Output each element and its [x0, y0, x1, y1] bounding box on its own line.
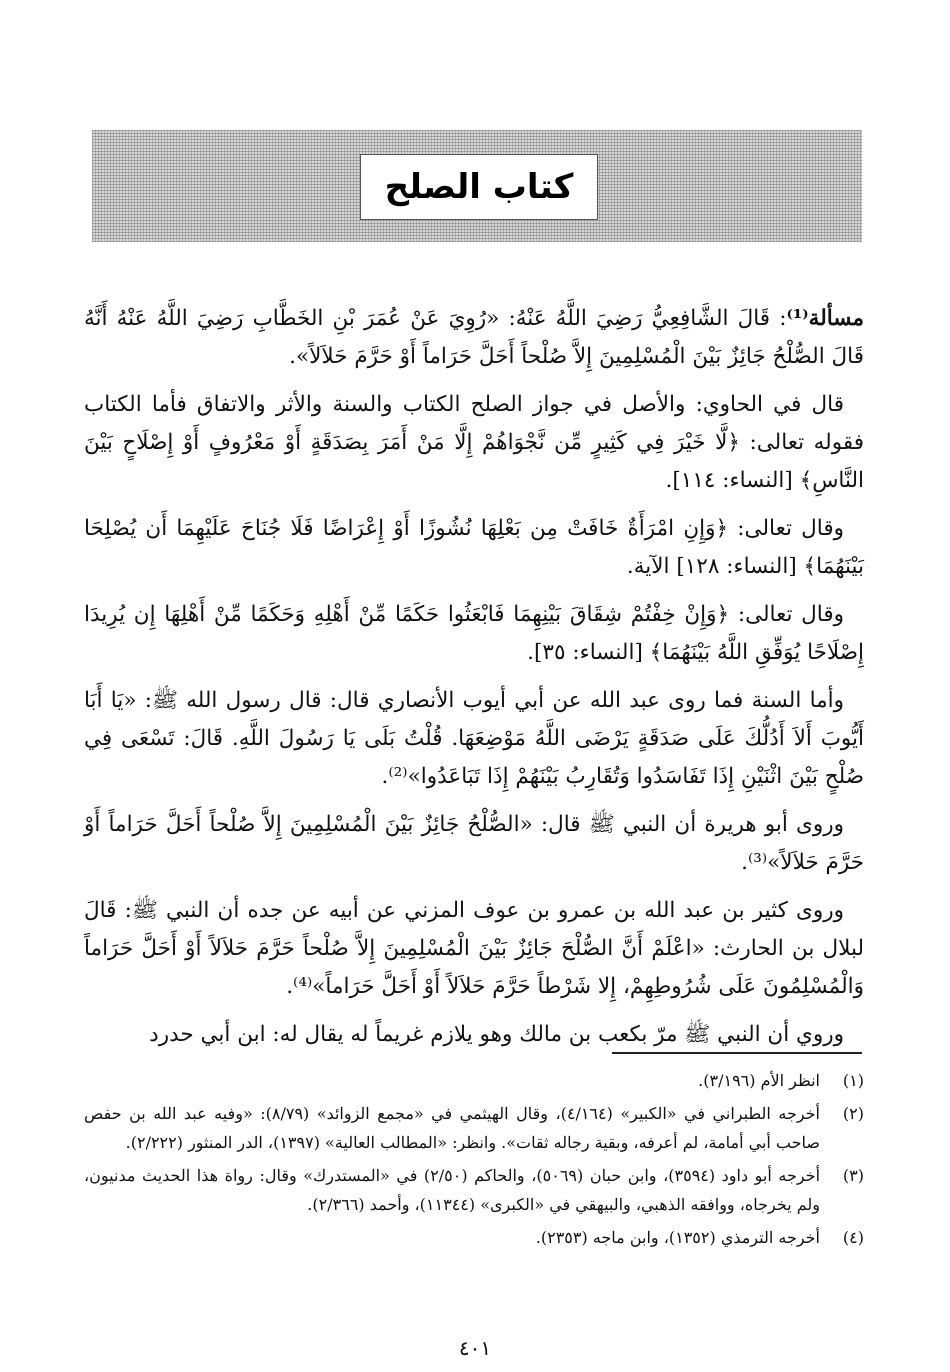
paragraph: وقال تعالى: ﴿وَإِنِ امْرَأَةٌ خَافَتْ مِن بَعْلِهَا نُشُوزًا أَوْ إِعْرَاضًا فَلَا جُنَاحَ عَلَيْهِمَا أَن يُصْلِحَا بَيْنَهُمَا﴾ [النساء: ١٢٨] الآية.: [84, 516, 864, 579]
footnote-number: (١): [842, 1071, 864, 1090]
footnotes: [84, 1066, 864, 1256]
footnote: [84, 1223, 864, 1252]
paragraph: [84, 300, 864, 376]
footnote-number: (٢): [842, 1104, 864, 1123]
footnote-text: أخرجه الطبراني في «الكبير» (٤/١٦٤)، وقال الهيثمي في «مجمع الزوائد» (٨/٧٩): «وفيه عبد الله بن حفص صاحب أبي أمامة، لم أعرفه، وبقية رجاله ثقات». وانظر: «المطالب العالية» (١٣٩٧)، الدر المنثور (٢/٢٢٢).: [84, 1104, 820, 1152]
paragraph: وروى أبو هريرة أن النبي ﷺ قال: «الصُّلْحُ جَائِزٌ بَيْنَ الْمُسْلِمِينَ إِلاَّ صُلْحاً أَحَلَّ حَرَاماً أَوْ حَرَّمَ حَلاَلاً»⁽³⁾.: [84, 812, 864, 875]
main-text: [84, 300, 864, 1064]
footnote-separator: [612, 1052, 862, 1054]
paragraph-lead: مسألة⁽¹⁾: [786, 306, 864, 331]
chapter-title-box: [360, 154, 598, 220]
footnote-text: أخرجه الترمذي (١٣٥٢)، وابن ماجه (٢٣٥٣).: [535, 1228, 820, 1247]
paragraph-text: : قَالَ الشَّافِعِيُّ رَضِيَ اللَّهُ عَنْهُ: «رُوِيَ عَنْ عُمَرَ بْنِ الخَطَّابِ رَضِيَ اللَّهُ عَنْهُ أَنَّهُ قَالَ الصُّلْحُ جَائِزٌ بَيْنَ الْمُسْلِمِينَ إِلاَّ صُلْحاً أَحَلَّ حَرَاماً أَوْ حَرَّمَ حَلاَلاً».: [84, 306, 864, 369]
paragraph: وروي أن النبي ﷺ مرّ بكعب بن مالك وهو يلازم غريماً له يقال له: ابن أبي حدرد: [149, 1022, 844, 1047]
footnote-text: انظر الأم (٣/١٩٦).: [698, 1071, 820, 1090]
footnote: [84, 1099, 864, 1157]
chapter-banner: [92, 130, 862, 242]
footnote-number: (٤): [842, 1228, 864, 1247]
page-number: ٤٠١: [458, 1336, 492, 1360]
footnote-text: أخرجه أبو داود (٣٥٩٤)، وابن حبان (٥٠٦٩)، والحاكم (٢/٥٠) في «المستدرك» وقال: رواة هذا الحديث مدنيون، ولم يخرجاه، ووافقه الذهبي، والبيهقي في «الكبرى» (١١٣٤٤)، وأحمد (٢/٣٦٦).: [84, 1166, 821, 1214]
paragraph: وأما السنة فما روى عبد الله عن أبي أيوب الأنصاري قال: قال رسول الله ﷺ: «يَا أَبَا أَيُّوبَ أَلاَ أَدُلُّكَ عَلَى صَدَقَةٍ يَرْضَى اللَّهُ مَوْضِعَهَا. قُلْتُ بَلَى يَا رَسُولَ اللَّهِ. قَالَ: تَسْعَى فِي صُلْحٍ بَيْنَ اثْنَيْنِ إِذَا تَفَاسَدُوا وَتُقَارِبُ بَيْنَهُمْ إِذَا تَبَاعَدُوا»⁽²⁾.: [84, 688, 864, 789]
paragraph: وقال تعالى: ﴿وَإِنْ خِفْتُمْ شِقَاقَ بَيْنِهِمَا فَابْعَثُوا حَكَمًا مِّنْ أَهْلِهِ وَحَكَمًا مِّنْ أَهْلِهَا إِن يُرِيدَا إِصْلَاحًا يُوَفِّقِ اللَّهُ بَيْنَهُمَا﴾ [النساء: ٣٥].: [84, 602, 864, 665]
chapter-title: كتاب الصلح: [384, 167, 574, 207]
paragraph: قال في الحاوي: والأصل في جواز الصلح الكتاب والسنة والأثر والاتفاق فأما الكتاب فقوله تعالى: ﴿لَّا خَيْرَ فِي كَثِيرٍ مِّن نَّجْوَاهُمْ إِلَّا مَنْ أَمَرَ بِصَدَقَةٍ أَوْ مَعْرُوفٍ أَوْ إِصْلَاحٍ بَيْنَ النَّاسِ﴾ [النساء: ١١٤].: [84, 392, 864, 493]
paragraph: وروى كثير بن عبد الله بن عمرو بن عوف المزني عن أبيه عن جده أن النبي ﷺ: قَالَ لبلال بن الحارث: «اعْلَمْ أَنَّ الصُّلْحَ جَائِزٌ بَيْنَ الْمُسْلِمِينَ إِلاَّ صُلْحاً حَرَّمَ حَلاَلاً أَوْ أَحَلَّ حَرَاماً وَالْمُسْلِمُونَ عَلَى شُرُوطِهِمْ، إِلا شَرْطاً حَرَّمَ حَلاَلاً أَوْ أَحَلَّ حَرَاماً»⁽⁴⁾.: [84, 898, 864, 999]
footnote: [84, 1161, 864, 1219]
footnote-number: (٣): [842, 1166, 864, 1185]
footnote: [84, 1066, 864, 1095]
